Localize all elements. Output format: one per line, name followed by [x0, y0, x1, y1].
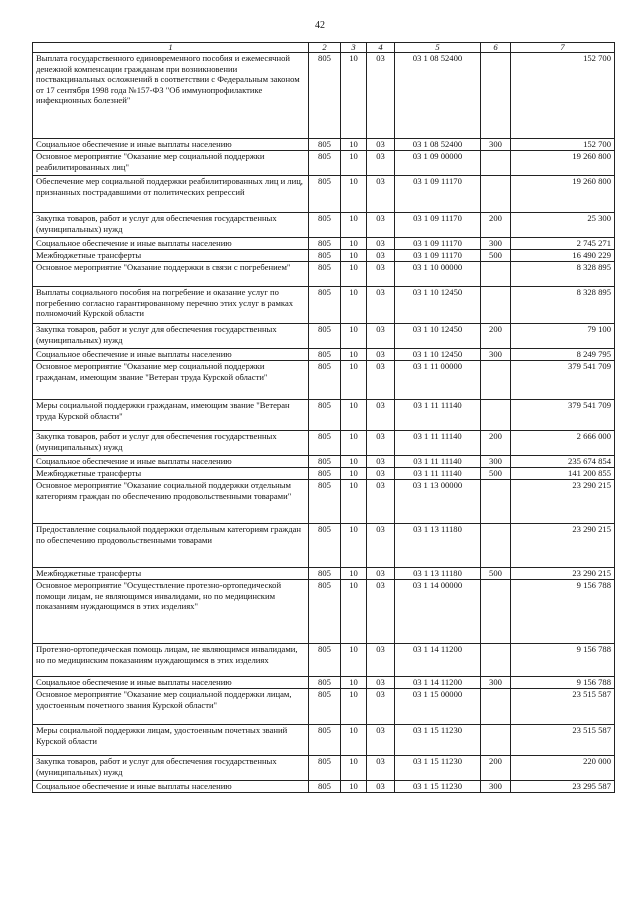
grbs-code-cell: 805: [309, 456, 341, 468]
amount-cell: 2 745 271: [511, 238, 615, 250]
table-row: [33, 524, 615, 568]
expense-name-cell: Закупка товаров, работ и услуг для обеспечения государственных (муниципальных) нужд: [33, 324, 309, 349]
grbs-code-cell: 805: [309, 431, 341, 456]
target-article-cell: 03 1 09 11170: [395, 238, 481, 250]
table-row: [33, 151, 615, 176]
section-code-cell: 10: [341, 324, 367, 349]
section-code-cell: 10: [341, 689, 367, 725]
expense-type-cell: [481, 151, 511, 176]
target-article-cell: 03 1 15 11230: [395, 756, 481, 781]
section-code-cell: 10: [341, 468, 367, 480]
expense-type-cell: 500: [481, 250, 511, 262]
expense-name-cell: Выплаты социального пособия на погребение и оказание услуг по погребению согласно гарантированному перечню этих услуг в рамках полномочий Курской области: [33, 287, 309, 324]
expense-name-cell: Закупка товаров, работ и услуг для обеспечения государственных (муниципальных) нужд: [33, 431, 309, 456]
expense-name-cell: Основное мероприятие "Оказание социальной поддержки отдельным категориям граждан по обеспечению продовольственными товарами": [33, 480, 309, 524]
expense-name-cell: Социальное обеспечение и иные выплаты населению: [33, 456, 309, 468]
target-article-cell: 03 1 11 11140: [395, 400, 481, 431]
grbs-code-cell: 805: [309, 781, 341, 793]
target-article-cell: 03 1 13 00000: [395, 480, 481, 524]
header-row: [33, 43, 615, 53]
table-row: [33, 781, 615, 793]
expense-name-cell: Обеспечение мер социальной поддержки реабилитированных лиц и лиц, признанных пострадавшими от политических репрессий: [33, 176, 309, 213]
expense-name-cell: Выплата государственного единовременного пособия и ежемесячной денежной компенсации гражданам при возникновении поствакцинальных осложнений в соответствии с Федеральным законом от 17 сентября 1998 года №157-ФЗ "Об иммунопрофилактике инфекционных болезней": [33, 53, 309, 139]
grbs-code-cell: 805: [309, 349, 341, 361]
target-article-cell: 03 1 08 52400: [395, 53, 481, 139]
target-article-cell: 03 1 14 11200: [395, 644, 481, 677]
subsection-code-cell: 03: [367, 349, 395, 361]
header-cell-7: 7: [511, 43, 615, 53]
section-code-cell: 10: [341, 262, 367, 287]
amount-cell: 25 300: [511, 213, 615, 238]
expense-name-cell: Межбюджетные трансферты: [33, 468, 309, 480]
budget-table: [32, 42, 615, 793]
header-cell-3: 3: [341, 43, 367, 53]
grbs-code-cell: 805: [309, 644, 341, 677]
amount-cell: 9 156 788: [511, 580, 615, 644]
expense-name-cell: Основное мероприятие "Оказание мер социальной поддержки лицам, удостоенным почетного звания Курской области": [33, 689, 309, 725]
amount-cell: 9 156 788: [511, 677, 615, 689]
subsection-code-cell: 03: [367, 361, 395, 400]
target-article-cell: 03 1 10 00000: [395, 262, 481, 287]
section-code-cell: 10: [341, 677, 367, 689]
table-row: [33, 324, 615, 349]
section-code-cell: 10: [341, 480, 367, 524]
table-row: [33, 361, 615, 400]
table-row: [33, 480, 615, 524]
subsection-code-cell: 03: [367, 139, 395, 151]
subsection-code-cell: 03: [367, 689, 395, 725]
section-code-cell: 10: [341, 287, 367, 324]
expense-name-cell: Основное мероприятие "Осуществление протезно-ортопедической помощи лицам, не являющимся инвалидами, но по медицинским показаниям нуждающимся в этих изделиях": [33, 580, 309, 644]
target-article-cell: 03 1 10 12450: [395, 324, 481, 349]
amount-cell: 23 295 587: [511, 781, 615, 793]
amount-cell: 23 515 587: [511, 689, 615, 725]
amount-cell: 379 541 709: [511, 400, 615, 431]
table-row: [33, 213, 615, 238]
grbs-code-cell: 805: [309, 689, 341, 725]
subsection-code-cell: 03: [367, 176, 395, 213]
grbs-code-cell: 805: [309, 677, 341, 689]
expense-type-cell: [481, 176, 511, 213]
target-article-cell: 03 1 08 52400: [395, 139, 481, 151]
amount-cell: 19 260 800: [511, 151, 615, 176]
expense-type-cell: 200: [481, 324, 511, 349]
subsection-code-cell: 03: [367, 213, 395, 238]
section-code-cell: 10: [341, 250, 367, 262]
amount-cell: 235 674 854: [511, 456, 615, 468]
expense-name-cell: Протезно-ортопедическая помощь лицам, не являющимся инвалидами, но по медицинским показаниям нуждающимся в этих изделиях: [33, 644, 309, 677]
section-code-cell: 10: [341, 431, 367, 456]
table-row: [33, 725, 615, 756]
table-row: [33, 580, 615, 644]
expense-type-cell: [481, 580, 511, 644]
table-row: [33, 139, 615, 151]
subsection-code-cell: 03: [367, 250, 395, 262]
section-code-cell: 10: [341, 151, 367, 176]
expense-type-cell: [481, 644, 511, 677]
grbs-code-cell: 805: [309, 468, 341, 480]
expense-name-cell: Социальное обеспечение и иные выплаты населению: [33, 139, 309, 151]
table-row: [33, 287, 615, 324]
amount-cell: 141 200 855: [511, 468, 615, 480]
page-number: 42: [315, 20, 325, 31]
grbs-code-cell: 805: [309, 262, 341, 287]
target-article-cell: 03 1 09 11170: [395, 250, 481, 262]
section-code-cell: 10: [341, 349, 367, 361]
section-code-cell: 10: [341, 725, 367, 756]
expense-name-cell: Основное мероприятие "Оказание мер социальной поддержки реабилитированных лиц": [33, 151, 309, 176]
table-row: [33, 262, 615, 287]
subsection-code-cell: 03: [367, 725, 395, 756]
grbs-code-cell: 805: [309, 400, 341, 431]
expense-type-cell: [481, 262, 511, 287]
amount-cell: 220 000: [511, 756, 615, 781]
amount-cell: 16 490 229: [511, 250, 615, 262]
target-article-cell: 03 1 09 11170: [395, 213, 481, 238]
expense-type-cell: [481, 725, 511, 756]
grbs-code-cell: 805: [309, 580, 341, 644]
expense-name-cell: Закупка товаров, работ и услуг для обеспечения государственных (муниципальных) нужд: [33, 756, 309, 781]
grbs-code-cell: 805: [309, 176, 341, 213]
expense-name-cell: Основное мероприятие "Оказание мер социальной поддержки гражданам, имеющим звание "Ветеран труда Курской области": [33, 361, 309, 400]
expense-type-cell: [481, 689, 511, 725]
grbs-code-cell: 805: [309, 756, 341, 781]
section-code-cell: 10: [341, 756, 367, 781]
expense-type-cell: [481, 524, 511, 568]
amount-cell: 2 666 000: [511, 431, 615, 456]
grbs-code-cell: 805: [309, 213, 341, 238]
header-cell-5: 5: [395, 43, 481, 53]
target-article-cell: 03 1 11 11140: [395, 431, 481, 456]
expense-type-cell: 300: [481, 781, 511, 793]
table-row: [33, 53, 615, 139]
amount-cell: 379 541 709: [511, 361, 615, 400]
grbs-code-cell: 805: [309, 324, 341, 349]
section-code-cell: 10: [341, 53, 367, 139]
subsection-code-cell: 03: [367, 568, 395, 580]
table-row: [33, 644, 615, 677]
subsection-code-cell: 03: [367, 456, 395, 468]
expense-name-cell: Межбюджетные трансферты: [33, 250, 309, 262]
table-row: [33, 400, 615, 431]
grbs-code-cell: 805: [309, 725, 341, 756]
target-article-cell: 03 1 14 00000: [395, 580, 481, 644]
target-article-cell: 03 1 14 11200: [395, 677, 481, 689]
amount-cell: 152 700: [511, 53, 615, 139]
amount-cell: 19 260 800: [511, 176, 615, 213]
grbs-code-cell: 805: [309, 568, 341, 580]
subsection-code-cell: 03: [367, 480, 395, 524]
amount-cell: 79 100: [511, 324, 615, 349]
expense-type-cell: 200: [481, 756, 511, 781]
table-row: [33, 756, 615, 781]
table-row: [33, 238, 615, 250]
section-code-cell: 10: [341, 524, 367, 568]
subsection-code-cell: 03: [367, 644, 395, 677]
expense-name-cell: Основное мероприятие "Оказание поддержки в связи с погребением": [33, 262, 309, 287]
grbs-code-cell: 805: [309, 250, 341, 262]
expense-name-cell: Социальное обеспечение и иные выплаты населению: [33, 238, 309, 250]
header-cell-6: 6: [481, 43, 511, 53]
expense-type-cell: [481, 361, 511, 400]
section-code-cell: 10: [341, 361, 367, 400]
target-article-cell: 03 1 13 11180: [395, 568, 481, 580]
grbs-code-cell: 805: [309, 53, 341, 139]
target-article-cell: 03 1 11 00000: [395, 361, 481, 400]
header-cell-4: 4: [367, 43, 395, 53]
amount-cell: 23 290 215: [511, 524, 615, 568]
expense-type-cell: 500: [481, 568, 511, 580]
amount-cell: 152 700: [511, 139, 615, 151]
target-article-cell: 03 1 11 11140: [395, 468, 481, 480]
expense-type-cell: 300: [481, 349, 511, 361]
table-row: [33, 349, 615, 361]
expense-type-cell: [481, 287, 511, 324]
target-article-cell: 03 1 10 12450: [395, 287, 481, 324]
subsection-code-cell: 03: [367, 324, 395, 349]
expense-type-cell: 500: [481, 468, 511, 480]
subsection-code-cell: 03: [367, 53, 395, 139]
subsection-code-cell: 03: [367, 580, 395, 644]
grbs-code-cell: 805: [309, 139, 341, 151]
expense-name-cell: Социальное обеспечение и иные выплаты населению: [33, 349, 309, 361]
expense-name-cell: Социальное обеспечение и иные выплаты населению: [33, 781, 309, 793]
section-code-cell: 10: [341, 176, 367, 213]
section-code-cell: 10: [341, 400, 367, 431]
expense-type-cell: 300: [481, 677, 511, 689]
target-article-cell: 03 1 15 00000: [395, 689, 481, 725]
expense-name-cell: Межбюджетные трансферты: [33, 568, 309, 580]
table-row: [33, 456, 615, 468]
section-code-cell: 10: [341, 238, 367, 250]
amount-cell: 23 290 215: [511, 480, 615, 524]
table-row: [33, 568, 615, 580]
expense-type-cell: [481, 53, 511, 139]
grbs-code-cell: 805: [309, 524, 341, 568]
target-article-cell: 03 1 13 11180: [395, 524, 481, 568]
expense-type-cell: 300: [481, 456, 511, 468]
expense-name-cell: Закупка товаров, работ и услуг для обеспечения государственных (муниципальных) нужд: [33, 213, 309, 238]
target-article-cell: 03 1 11 11140: [395, 456, 481, 468]
grbs-code-cell: 805: [309, 361, 341, 400]
expense-type-cell: [481, 480, 511, 524]
table-row: [33, 431, 615, 456]
subsection-code-cell: 03: [367, 262, 395, 287]
header-cell-1: 1: [33, 43, 309, 53]
header-cell-2: 2: [309, 43, 341, 53]
table-row: [33, 468, 615, 480]
subsection-code-cell: 03: [367, 151, 395, 176]
table-body: [33, 43, 615, 793]
subsection-code-cell: 03: [367, 756, 395, 781]
target-article-cell: 03 1 09 00000: [395, 151, 481, 176]
table-row: [33, 250, 615, 262]
table-row: [33, 689, 615, 725]
expense-name-cell: Меры социальной поддержки лицам, удостоенным почетных званий Курской области: [33, 725, 309, 756]
expense-type-cell: 300: [481, 139, 511, 151]
target-article-cell: 03 1 15 11230: [395, 725, 481, 756]
section-code-cell: 10: [341, 644, 367, 677]
subsection-code-cell: 03: [367, 524, 395, 568]
grbs-code-cell: 805: [309, 287, 341, 324]
table-row: [33, 677, 615, 689]
target-article-cell: 03 1 09 11170: [395, 176, 481, 213]
grbs-code-cell: 805: [309, 238, 341, 250]
grbs-code-cell: 805: [309, 151, 341, 176]
subsection-code-cell: 03: [367, 238, 395, 250]
section-code-cell: 10: [341, 456, 367, 468]
amount-cell: 8 328 895: [511, 287, 615, 324]
expense-name-cell: Меры социальной поддержки гражданам, имеющим звание "Ветеран труда Курской области": [33, 400, 309, 431]
amount-cell: 23 515 587: [511, 725, 615, 756]
section-code-cell: 10: [341, 580, 367, 644]
expense-name-cell: Предоставление социальной поддержки отдельным категориям граждан по обеспечению продовольственными товарами: [33, 524, 309, 568]
section-code-cell: 10: [341, 139, 367, 151]
target-article-cell: 03 1 10 12450: [395, 349, 481, 361]
section-code-cell: 10: [341, 781, 367, 793]
subsection-code-cell: 03: [367, 677, 395, 689]
section-code-cell: 10: [341, 213, 367, 238]
subsection-code-cell: 03: [367, 431, 395, 456]
section-code-cell: 10: [341, 568, 367, 580]
amount-cell: 8 328 895: [511, 262, 615, 287]
amount-cell: 8 249 795: [511, 349, 615, 361]
expense-type-cell: 200: [481, 213, 511, 238]
target-article-cell: 03 1 15 11230: [395, 781, 481, 793]
amount-cell: 23 290 215: [511, 568, 615, 580]
amount-cell: 9 156 788: [511, 644, 615, 677]
subsection-code-cell: 03: [367, 400, 395, 431]
expense-type-cell: [481, 400, 511, 431]
expense-type-cell: 300: [481, 238, 511, 250]
table-row: [33, 176, 615, 213]
grbs-code-cell: 805: [309, 480, 341, 524]
subsection-code-cell: 03: [367, 468, 395, 480]
expense-name-cell: Социальное обеспечение и иные выплаты населению: [33, 677, 309, 689]
subsection-code-cell: 03: [367, 781, 395, 793]
subsection-code-cell: 03: [367, 287, 395, 324]
expense-type-cell: 200: [481, 431, 511, 456]
